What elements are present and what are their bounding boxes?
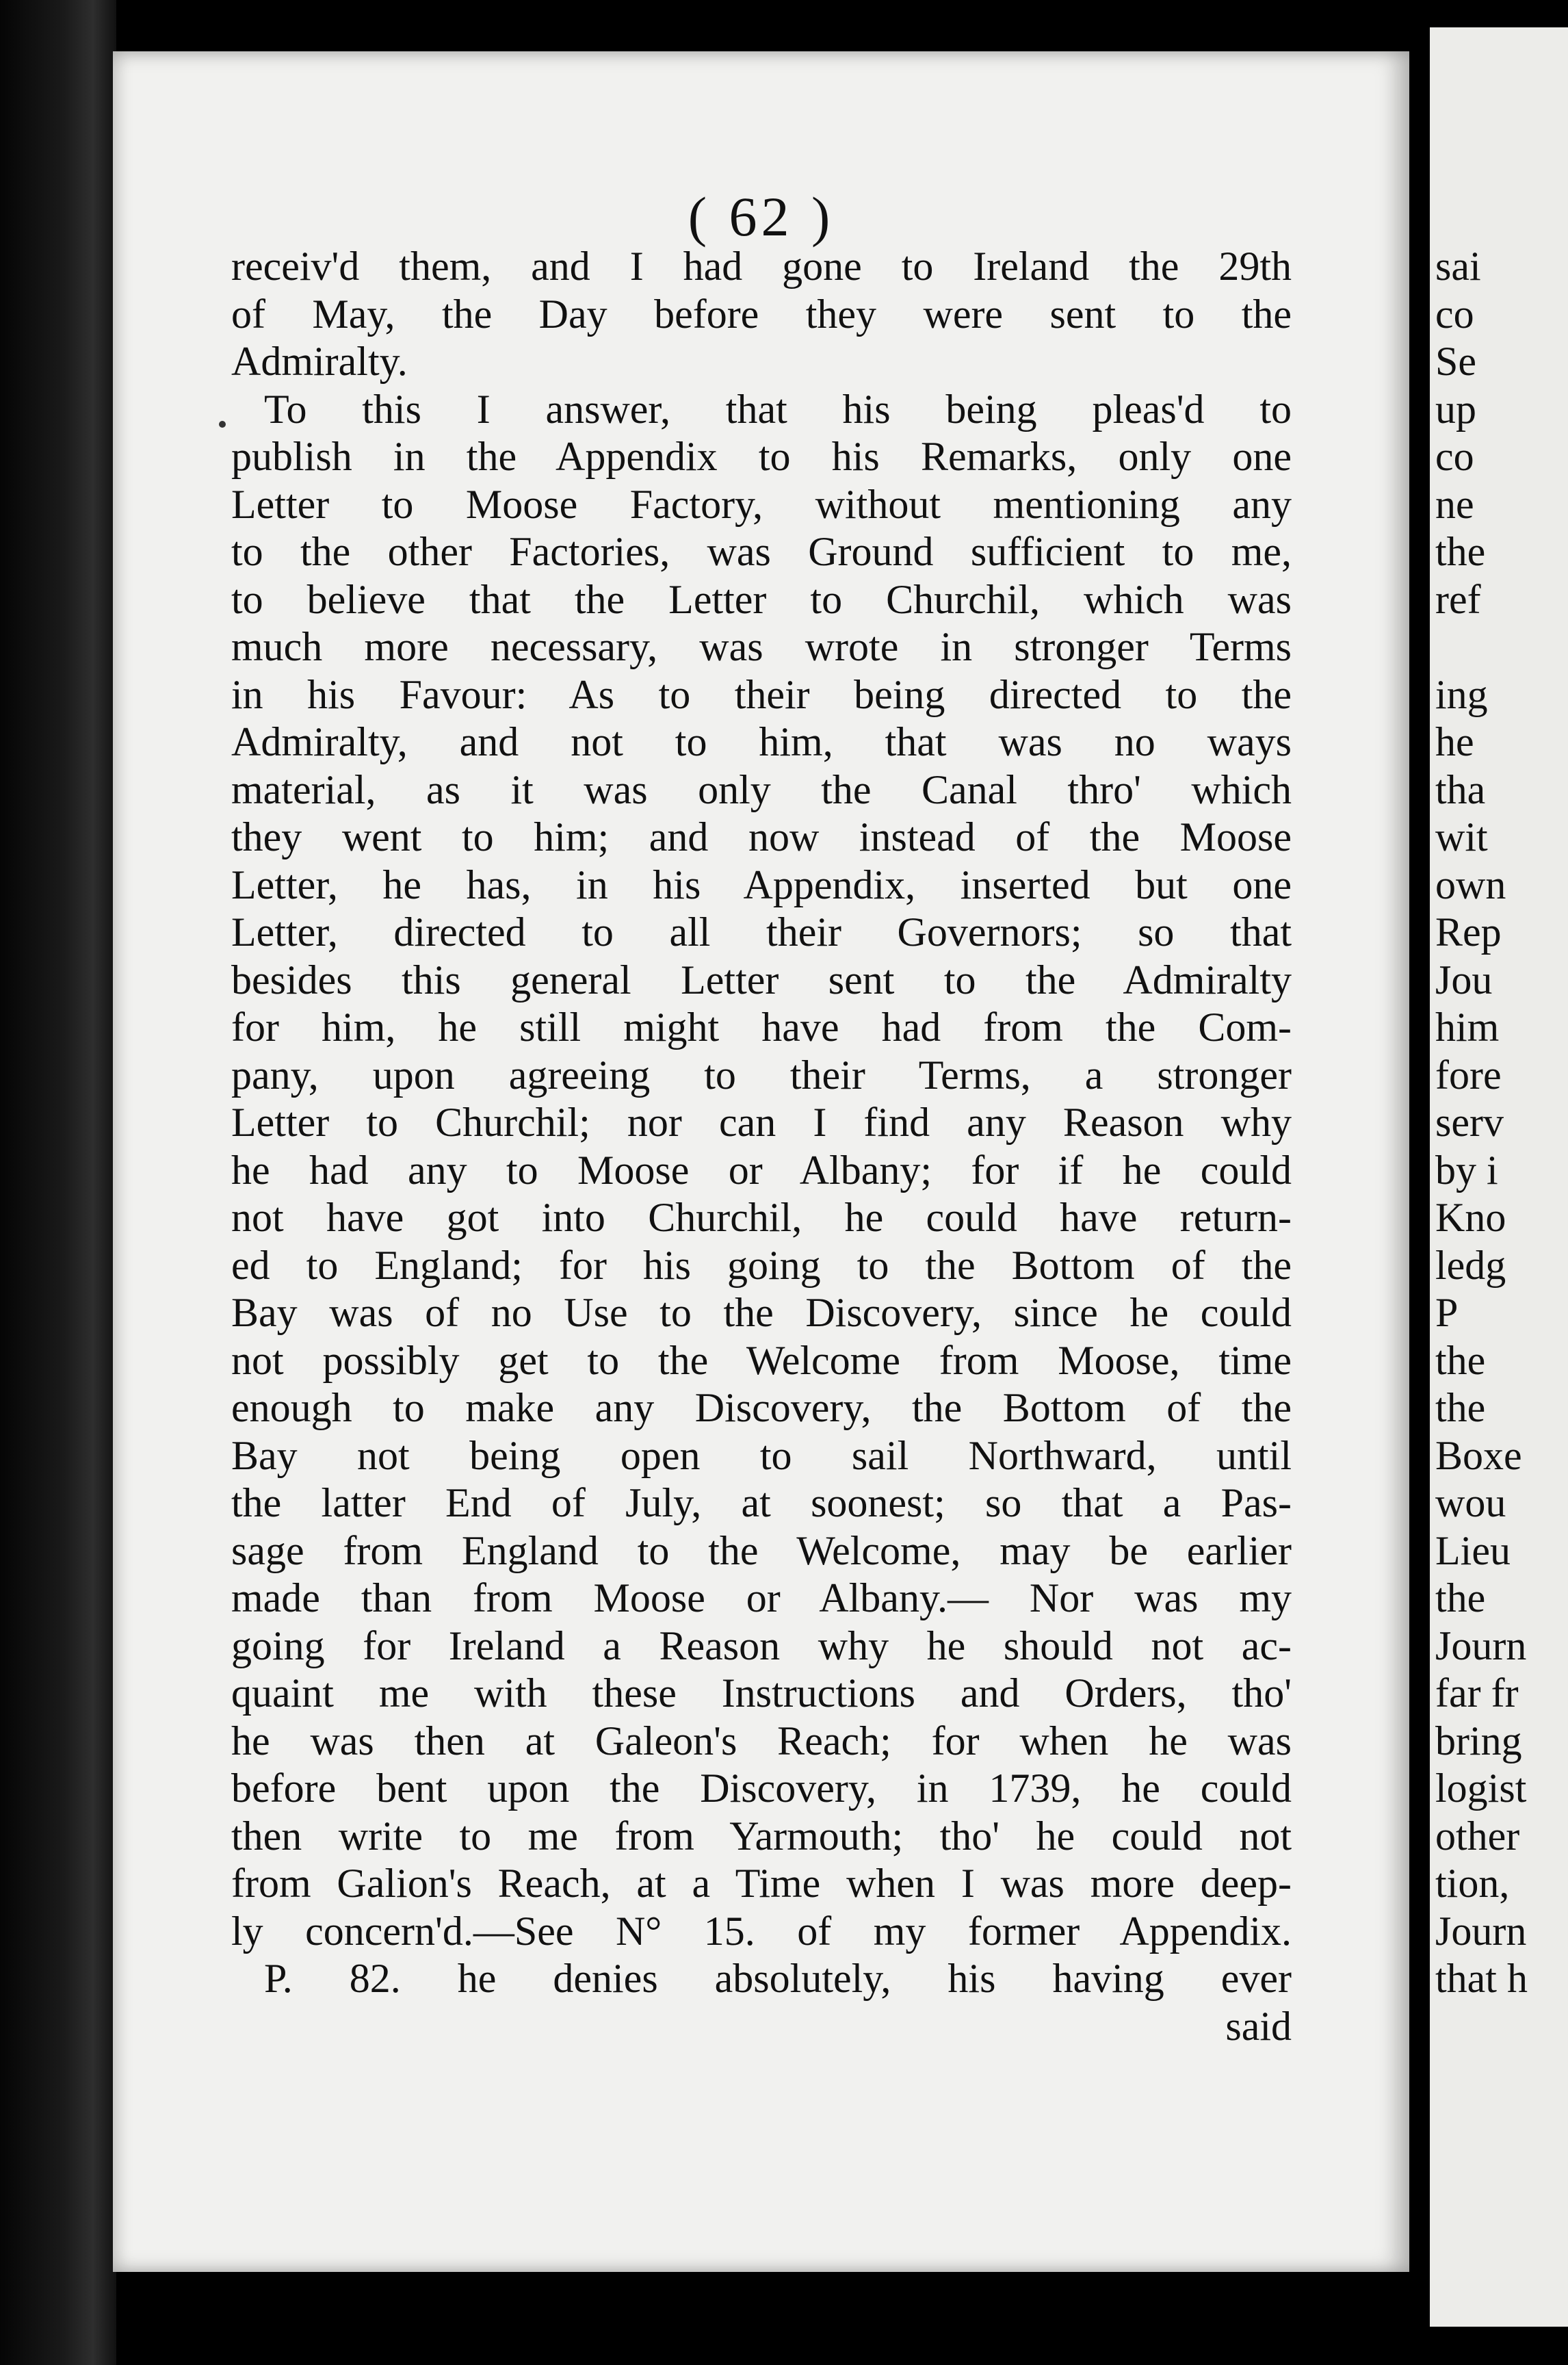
text-line: Kno [1435, 1195, 1506, 1240]
text-line: To this I answer, that his being pleas'd to [264, 386, 1292, 432]
text-line: Letter, he has, in his Appendix, inserted but one [231, 862, 1292, 907]
text-line: ledg [1435, 1242, 1506, 1288]
text-line: Bay was of no Use to the Discovery, since he could [231, 1290, 1292, 1335]
text-line: serv [1435, 1100, 1504, 1145]
page-number: ( 62 ) [688, 185, 835, 248]
text-line: up [1435, 386, 1476, 432]
text-line: publish in the Appendix to his Remarks, only one [231, 434, 1292, 479]
text-line: that h [1435, 1956, 1528, 2001]
text-line: before bent upon the Discovery, in 1739, he could [231, 1766, 1292, 1811]
text-line: material, as it was only the Canal thro' which [231, 766, 1292, 812]
facing-page-text [1435, 243, 1568, 2003]
text-line: bring [1435, 1718, 1522, 1763]
text-line: going for Ireland a Reason why he should not ac- [231, 1623, 1292, 1668]
text-line: logist [1435, 1766, 1527, 1811]
text-line: ed to England; for his going to the Bottom of the [231, 1242, 1292, 1288]
book-spine-edge [0, 0, 116, 2365]
text-line: the [1435, 1337, 1486, 1383]
text-line: he [1435, 719, 1474, 764]
text-line: wit [1435, 814, 1488, 860]
text-line: for him, he still might have had from the Com- [231, 1005, 1292, 1050]
text-line: much more necessary, was wrote in stronger Terms [231, 624, 1292, 669]
text-line: P [1435, 1290, 1459, 1335]
text-line: not have got into Churchil, he could have return- [231, 1195, 1292, 1240]
text-line: by i [1435, 1147, 1498, 1193]
text-line: of May, the Day before they were sent to the [231, 291, 1292, 337]
text-line: to believe that the Letter to Churchil, which was [231, 576, 1292, 622]
text-line: the [1435, 529, 1486, 574]
text-line: Bay not being open to sail Northward, until [231, 1432, 1292, 1478]
text-line: him [1435, 1005, 1500, 1050]
text-line: receiv'd them, and I had gone to Ireland the 29th [231, 244, 1292, 289]
text-line: Se [1435, 339, 1476, 384]
text-line: far fr [1435, 1670, 1519, 1716]
text-line: tha [1435, 766, 1486, 812]
text-line: P. 82. he denies absolutely, his having ever [264, 1956, 1292, 2001]
text-line: other [1435, 1813, 1520, 1859]
page-gutter [1409, 0, 1430, 2365]
text-line: besides this general Letter sent to the Admiralty [231, 957, 1292, 1003]
text-line: co [1435, 434, 1474, 479]
text-line: they went to him; and now instead of the Moose [231, 814, 1292, 860]
text-line: ref [1435, 576, 1481, 622]
text-line: Lieu [1435, 1527, 1511, 1573]
text-line: Letter to Moose Factory, without mentioning any [231, 481, 1292, 527]
text-line: Journ [1435, 1908, 1527, 1954]
text-line: not possibly get to the Welcome from Moose, time [231, 1337, 1292, 1383]
text-line: own [1435, 862, 1506, 907]
text-line: ly concern'd.—See N° 15. of my former Appendix. [231, 1908, 1292, 1954]
text-line: Admiralty. [231, 339, 408, 384]
text-line: the [1435, 1575, 1486, 1620]
text-line: ne [1435, 481, 1474, 527]
text-line: the [1435, 1385, 1486, 1430]
catchword: said [1225, 2003, 1292, 2049]
text-line: Letter, directed to all their Governors; so that [231, 909, 1292, 955]
text-line: quaint me with these Instructions and Orders, tho' [231, 1670, 1292, 1716]
text-line: sai [1435, 244, 1481, 289]
text-line: enough to make any Discovery, the Bottom of the [231, 1385, 1292, 1430]
text-line: Boxe [1435, 1432, 1522, 1478]
text-line: sage from England to the Welcome, may be earlier [231, 1527, 1292, 1573]
text-line: he was then at Galeon's Reach; for when he was [231, 1718, 1292, 1763]
text-line: Rep [1435, 909, 1502, 955]
text-line: Jou [1435, 957, 1493, 1003]
text-line: Admiralty, and not to him, that was no ways [231, 719, 1292, 764]
text-line: Journ [1435, 1623, 1527, 1668]
text-line: Letter to Churchil; nor can I find any Reason why [231, 1100, 1292, 1145]
text-line: fore [1435, 1052, 1502, 1098]
page-body-text [231, 243, 1292, 2050]
margin-mark [219, 421, 226, 428]
text-line: then write to me from Yarmouth; tho' he could not [231, 1813, 1292, 1859]
text-line: ing [1435, 671, 1488, 717]
text-line: the latter End of July, at soonest; so that a Pas- [231, 1480, 1292, 1525]
text-line: in his Favour: As to their being directed to the [231, 671, 1292, 717]
text-line: wou [1435, 1480, 1506, 1525]
text-line: to the other Factories, was Ground sufficient to me, [231, 529, 1292, 574]
text-line: tion, [1435, 1861, 1510, 1906]
text-line: co [1435, 291, 1474, 337]
text-line: pany, upon agreeing to their Terms, a stronger [231, 1052, 1292, 1098]
text-line: made than from Moose or Albany.— Nor was my [231, 1575, 1292, 1620]
text-line: he had any to Moose or Albany; for if he could [231, 1147, 1292, 1193]
text-line: from Galion's Reach, at a Time when I was more deep- [231, 1861, 1292, 1906]
